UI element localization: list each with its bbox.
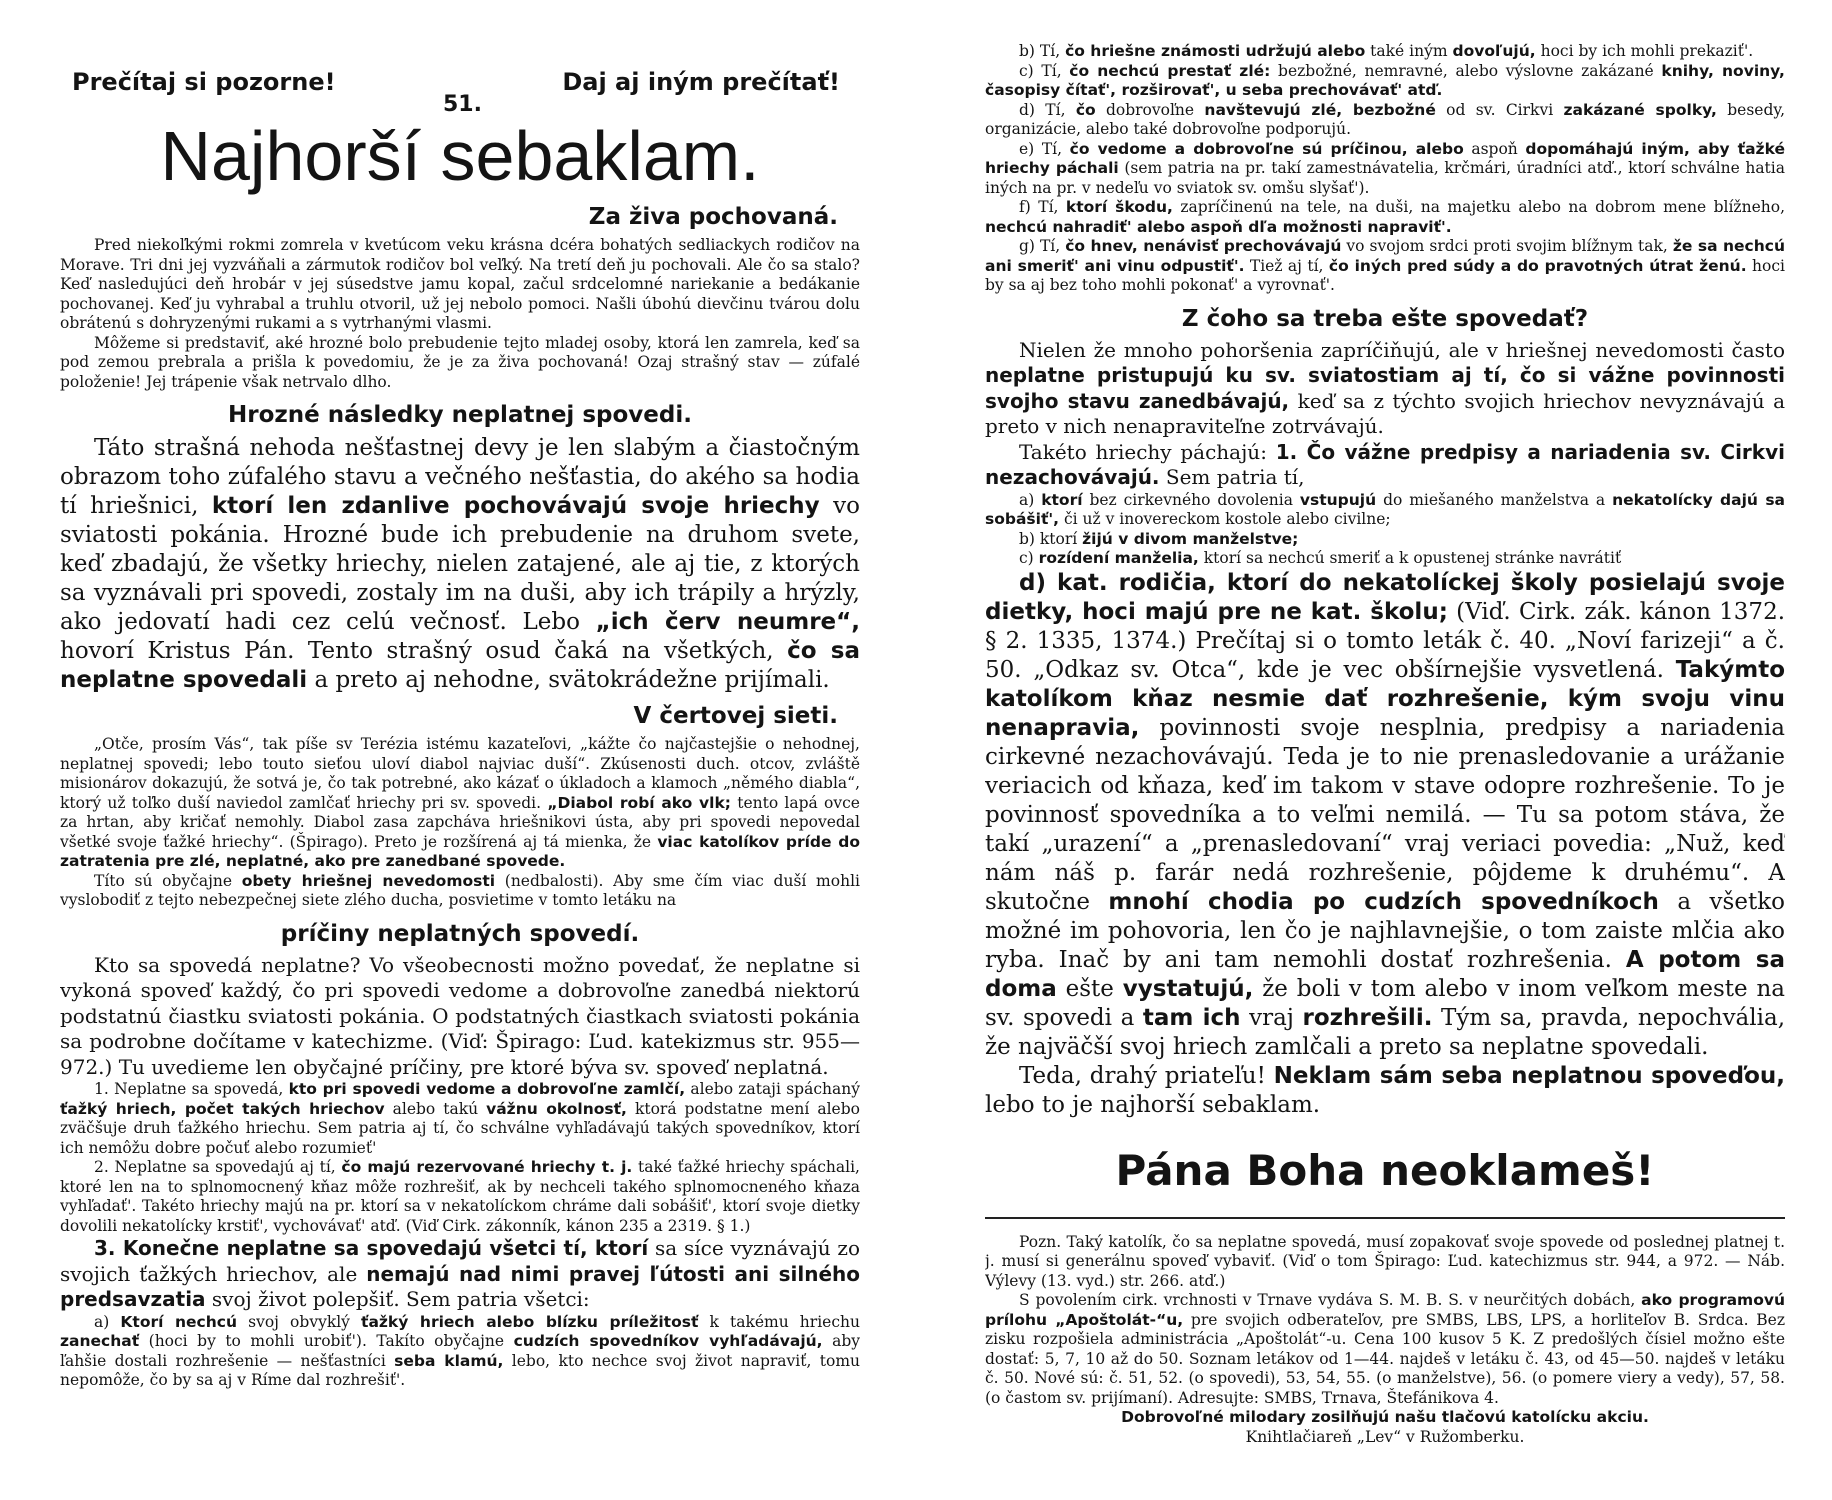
list-item: g) Tí, čo hnev, nenávisť prechovávajú vo svojom srdci proti svojim blížnym tak, že sa nechcú ani smeriť' ani vinu odpustiť'. Tiež aj tí, čo iných pred súdy a do pravotných útrat ženú. hoci by sa aj bez toho mohli pokonať' a vyrovnať'. (985, 237, 1785, 294)
list-item: 1. Neplatne sa spovedá, kto pri spovedi vedome a dobrovoľne zamlčí, alebo zataji spáchaný ťažký hriech, počet takých hriechov alebo takú vážnu okolnosť, ktorá podstatne mení alebo zväčšuje druh ťažkého hriechu. Sem patria aj tí, čo schválne vyhľadávajú takých spovedníkov, ktorí ich nemôžu dobre počuť alebo rozumieť' (60, 1080, 860, 1157)
divider (985, 1217, 1785, 1219)
list-item: 2. Neplatne sa spovedajú aj tí, čo majú rezervované hriechy t. j. také ťažké hriechy spáchali, ktoré len na to splnomocnený kňaz môže rozhrešiť, ak by nechceli takého splnomocneného kňaza vyhľadať'. Takéto hriechy majú na pr. ktorí sa v nekatolíckom chráme dali sobášiť', ktorí svoje dietky dovolili nekatolícky krstiť', vychovávať' atď. (Viď Cirk. zákonník, kánon 235 a 2319. § 1.) (60, 1158, 860, 1235)
list-item: a) Ktorí nechcú svoj obvyklý ťažký hriech alebo blízku príležitosť k takému hriechu zanechať (hoci by to mohli urobiť'). Takíto obyčajne cudzích spovedníkov vyhľadávajú, aby ľahšie dostali rozhrešenie — nešťastníci seba klamú, lebo, kto nechce svoj život napraviť, tomu nepomôže, čo by sa aj v Ríme dal rozhrešiť'. (60, 1312, 860, 1389)
list-item: d) Tí, čo dobrovoľne navštevujú zlé, bezbožné od sv. Cirkvi zakázané spolky, besedy, organizácie, alebo také dobrovoľne podporujú. (985, 100, 1785, 138)
paragraph: Táto strašná nehoda nešťastnej devy je len slabým a čiastočným obrazom toho zúfalého stavu a večného nešťastia, do akého sa hodia tí hriešnici, ktorí len zdanlive pochovávajú svoje hriechy vo sviatosti pokánia. Hrozné bude ich prebudenie na druhom svete, keď zbadajú, že všetky hriechy, nielen zatajené, ale aj tie, z ktorých sa vyznávali pri spovedi, zostaly im na duši, aby ich trápily a hrýzly, ako jedovatí hadi cez celú večnosť. Lebo „ich červ neumre“, hovorí Kristus Pán. Tento strašný osud čaká na všetkých, čo sa neplatne spovedali a preto aj nehodne, svätokrádežne prijímali. (60, 435, 860, 693)
left-page (60, 0, 860, 1500)
paragraph: d) kat. rodičia, ktorí do nekatolíckej školy posielajú svoje dietky, hoci majú pre ne kat. školu; (Viď. Cirk. zák. kánon 1372. § 2. 1335, 1374.) Prečítaj si o tomto leták č. 40. „Noví farizeji“ a č. 50. „Odkaz sv. Otca“, kde je vec obšírnejšie vysvetlená. Takýmto katolíkom kňaz nesmie dať rozhrešenie, kým svoju vinu nenapravia, povinnosti svoje nesplnia, predpisy a nariadenia cirkevné nezachovávajú. Teda je to nie prenasledovanie a urážanie veriacich od kňaza, keď im takom v stave odopre rozhrešenie. To je povinnosť spovedníka a to veľmi nemilá. — Tu sa potom stáva, že takí „urazení“ a „prenasledovaní“ vraj veriaci povedia: „Nuž, keď nám náš p. farár nedá rozhrešenie, pôjdeme k druhému“. A skutočne mnohí chodia po cudzích spovedníkoch a všetko možné im pohovoria, len čo je najhlavnejšie, o tom zaiste mlčia ako ryba. Inač by ani tam nemohli dostať rozhrešenia. A potom sa doma ešte vystatujú, že boli v tom alebo v inom veľkom meste na sv. spovedi a tam ich vraj rozhrešili. Tým sa, pravda, nepochvália, že najväčší svoj hriech zamlčali a preto sa neplatne spovedali. (985, 569, 1785, 1060)
list-item: 3. Konečne neplatne sa spovedajú všetci tí, ktorí sa síce vyznávajú zo svojich ťažkých hriechov, ale nemajú nad nimi pravej ľútosti ani silného predsavzatia svoj život polepšiť. Sem patria všetci: (60, 1236, 860, 1311)
page-title: Najhorší sebaklam. (160, 117, 760, 195)
paragraph: Takéto hriechy páchajú: 1. Čo vážne predpisy a nariadenia sv. Cirkvi nezachovávajú. Sem patria tí, (985, 439, 1785, 489)
paragraph: Nielen že mnoho pohoršenia zapríčiňujú, ale v hriešnej nevedomosti často neplatne pristupujú ku sv. sviatostiam aj tí, čo si vážne povinnosti svojho stavu zanedbávajú, keď sa z týchto svojich hriechov nevyznávajú a preto v nich nenapraviteľne zotrvávajú. (985, 337, 1785, 438)
list-item: b) Tí, čo hriešne známosti udržujú alebo také iným dovoľujú, hoci by ich mohli prekaziť'. (1019, 42, 1754, 60)
header-left: Prečítaj si pozorne! (72, 68, 336, 96)
right-page (985, 0, 1785, 1500)
list-item: c) Tí, čo nechcú prestať zlé: bezbožné, nemravné, alebo výslovne zakázané knihy, noviny, časopisy čítať', rozširovať', u seba prechovávať' atď. (985, 61, 1785, 99)
paragraph: Môžeme si predstaviť, aké hrozné bolo prebudenie tejto mladej osoby, ktorá len zamrela, keď sa pod zemou prebrala a prišla k povedomiu, že je za živa pochovaná! Ozaj strašný stav — zúfalé položenie! Jej trápenie však netrvalo dlho. (60, 333, 860, 391)
header (60, 62, 860, 117)
list-item: f) Tí, ktorí škodu, zapríčinenú na tele, na duši, na majetku alebo na dobrom mene blížneho, nechcú nahradiť' alebo aspoň dľa možnosti napraviť'. (985, 198, 1785, 236)
subtitle-buried-alive: Za živa pochovaná. (588, 204, 838, 230)
printer: Knihtlačiareň „Lev“ v Ružomberku. (1245, 1427, 1525, 1446)
list-item: a) ktorí bez cirkevného dovolenia vstupujú do miešaného manželstva a nekatolícky dajú sa sobášiť', či už v inovereckom kostole alebo civilne; (985, 490, 1785, 528)
donation-note: Dobrovoľné milodary zosilňujú našu tlačovú katolícku akciu. (1121, 1408, 1649, 1426)
header-right: Daj aj iným prečítať! (562, 68, 840, 96)
paragraph: Kto sa spovedá neplatne? Vo všeobecnosti možno povedať, že neplatne si vykoná spoveď každý, čo pri spovedi vedome a dobrovoľne zanedbá niektorú podstatnú čiastku sviatosti pokánia. O podstatných čiastkach sviatosti pokánia sa podrobne dočítame v katechizme. (Viď: Špirago: Ľud. katekizmus str. 955—972.) Tu uvedieme len obyčajné príčiny, pre ktoré býva sv. spoveď neplatná. (60, 952, 860, 1079)
list-item: e) Tí, čo vedome a dobrovoľne sú príčinou, alebo aspoň dopomáhajú iným, aby ťažké hriechy páchali (sem patria na pr. takí zamestnávatelia, krčmári, úradníci atď., ktorí schválne hatia iných na pr. v nedeľu vo sviatok sv. omšu slyšať'). (985, 139, 1785, 197)
closing-slogan: Pána Boha neoklameš! (1115, 1145, 1655, 1195)
subtitle-devils-net: V čertovej sieti. (633, 703, 838, 729)
publisher-info: S povolením cirk. vrchnosti v Trnave vydáva S. M. B. S. v neurčitých dobách, ako programovú prílohu „Apoštolát-“u, pre svojich odberateľov, pre SMBS, LBS, LPS, a horliteľov B. Srdca. Bez zisku rozpošiela administrácia „Apoštolát“-u. Cena 100 kusov 5 K. Z predošlých čísiel možno ešte dostať: 5, 7, 10 až do 50. Soznam letákov od 1—44. najdeš v letáku č. 43, od 45—50. najdeš v letáku č. 50. Nové sú: č. 51, 52. (o spovedi), 53, 54, 55. (o manželstve), 56. (o pomere viery a vedy), 57, 58. (o častom sv. prijímaní). Adresujte: SMBS, Trnava, Štefánikova 4. (985, 1291, 1785, 1407)
paragraph: „Otče, prosím Vás“, tak píše sv Terézia istému kazateľovi, „kážte čo najčastejšie o nehodnej, neplatnej spovedi; lebo touto sieťou uloví diabol najviac duší“. Zkúsenosti duch. otcov, zvláště misionárov dokazujú, že sotvá je, čo tak potrebné, ako kázať o úkladoch a klamoch „němého diabla“, ktorý už toľko duší naviedol zamlčať hriechy pri sv. spovedi. „Diabol robí ako vlk; tento lapá ovce za hrtan, aby kričať nemohly. Diabol zasa zapcháva hriešnikovi ústa, aby pri spovedi nepovedal všetké svoje ťažké hriechy“. (Špirago). Preto je rozšírená aj tá mienka, že viac katolíkov príde do zatratenia pre zlé, neplatné, ako pre zanedbané spovede. (60, 735, 860, 870)
paragraph: Pred niekoľkými rokmi zomrela v kvetúcom veku krásna dcéra bohatých sedliackych rodičov na Morave. Tri dni jej vyzváňali a zármutok rodičov bol veľký. Na tretí deň ju pochovali. Ale čo sa stalo? Keď nasledujúci deň hrobár v jej súsedstve jamu kopal, začul srdcelomné nariekanie a bedákanie pochovanej. Keď ju vyhrabal a truhlu otvoril, už jej nebolo pomoci. Našli úbohú dievčinu tvárou dolu obrátenú s dohryzenými rukami a s vytrhanými vlasmi. (60, 236, 860, 332)
subtitle-causes: príčiny neplatných spovedí. (280, 920, 640, 947)
subtitle-consequences: Hrozné následky neplatnej spovedi. (228, 402, 692, 428)
paragraph: Títo sú obyčajne obety hriešnej nevedomosti (nedbalosti). Aby sme čím viac duší mohli vyslobodiť z tejto nebezpečnej siete zlého ducha, posvietime v tomto letáku na (60, 871, 860, 909)
list-item: c) rozídení manželia, ktorí sa nechcú smeriť a k opustenej stránke navrátiť (1019, 549, 1622, 567)
list-item: b) ktorí žijú v divom manželstve; (1019, 529, 1299, 548)
leaflet-number: 51. (443, 92, 482, 117)
paragraph: Teda, drahý priateľu! Neklam sám seba neplatnou spoveďou, lebo to je najhorší sebaklam. (985, 1062, 1785, 1118)
note: Pozn. Taký katolík, čo sa neplatne spovedá, musí zopakovať svoje spovede od poslednej platnej t. j. musí si generálnu spoveď vybaviť. (Viď o tom Špirago: Ľud. katechizmus str. 944, a 972. — Náb. Výlevy (13. vyd.) str. 266. atď.) (985, 1232, 1785, 1290)
subtitle-what-to-confess: Z čoho sa treba ešte spovedať? (1181, 305, 1589, 332)
